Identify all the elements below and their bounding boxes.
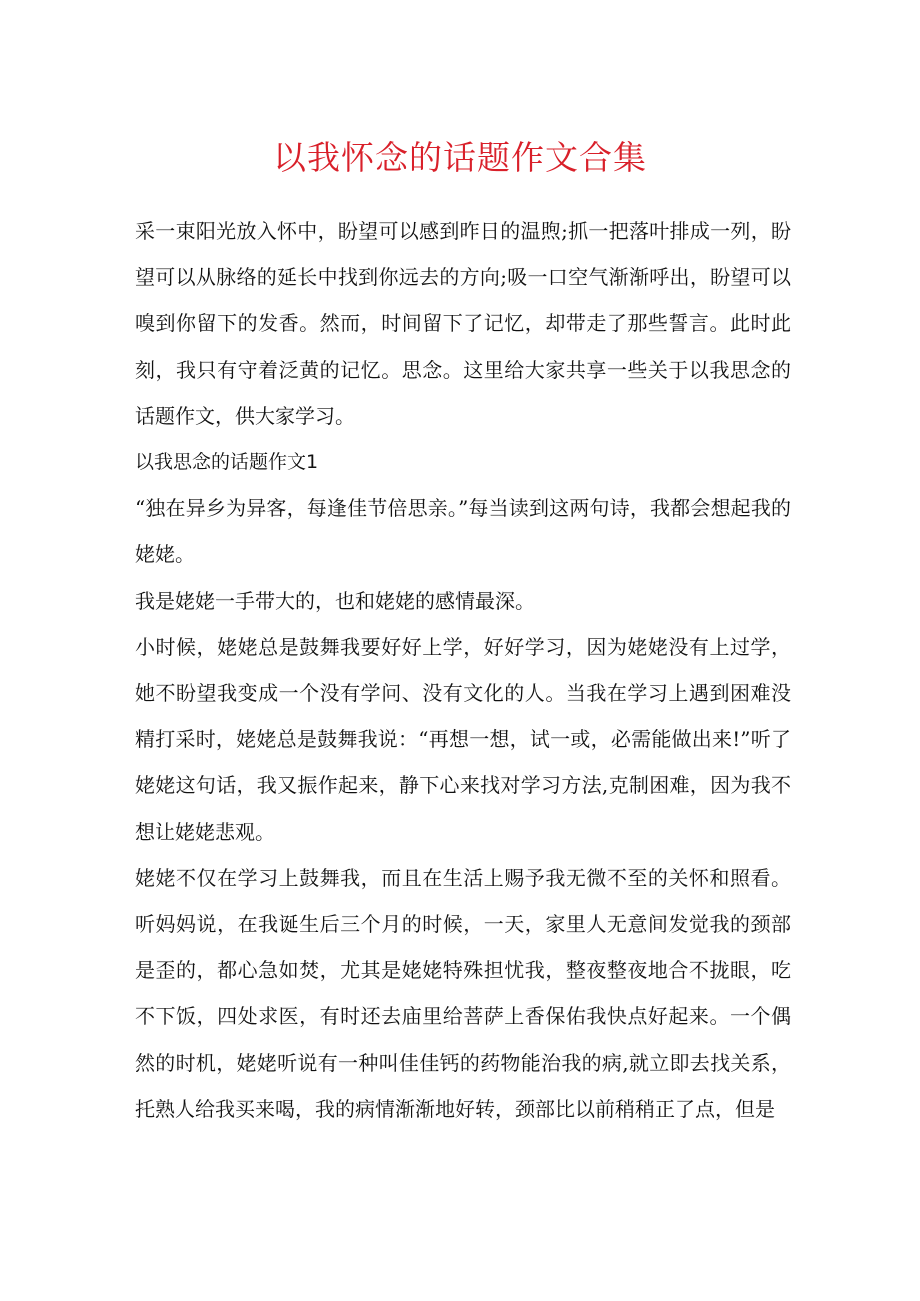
document-title: 以我怀念的话题作文合集 xyxy=(273,138,647,177)
section-heading: 以我思念的话题作文1 xyxy=(135,451,319,474)
intro-paragraph: 采一束阳光放入怀中，盼望可以感到昨日的温煦;抓一把落叶排成一列，盼望可以从脉络的延长中找到你远去的方向;吸一口空气渐渐呼出，盼望可以嗅到你留下的发香。然而，时间留下了记忆，却带走了那些誓言。此时此刻，我只有守着泛黄的记忆。思念。这里给大家共享一些关于以我思念的话题作文，供大家学习。 xyxy=(135,219,791,428)
body-paragraph: 我是姥姥一手带大的，也和姥姥的感情最深。 xyxy=(135,588,535,613)
document-body xyxy=(135,208,791,1132)
body-paragraph: 姥姥不仅在学习上鼓舞我，而且在生活上赐予我无微不至的关怀和照看。听妈妈说，在我诞生后三个月的时候，一天，家里人无意间发觉我的颈部是歪的，都心急如焚，尤其是姥姥特殊担忧我，整夜整夜地合不拢眼，吃不下饭，四处求医，有时还去庙里给菩萨上香保佑我快点好起来。一个偶然的时机，姥姥听说有一种叫佳佳钙的药物能治我的病,就立即去找关系，托熟人给我买来喝，我的病情渐渐地好转，颈部比以前稍稍正了点，但是 xyxy=(135,865,791,1121)
body-paragraph: 小时候，姥姥总是鼓舞我要好好上学，好好学习，因为姥姥没有上过学，她不盼望我变成一个没有学问、没有文化的人。当我在学习上遇到困难没精打采时，姥姥总是鼓舞我说：“再想一想，试一或，必需能做出来!”听了姥姥这句话，我又振作起来，静下心来找对学习方法,克制困难，因为我不想让姥姥悲观。 xyxy=(135,634,791,844)
body-paragraph: “独在异乡为异客，每逢佳节倍思亲。”每当读到这两句诗，我都会想起我的姥姥。 xyxy=(135,496,791,567)
